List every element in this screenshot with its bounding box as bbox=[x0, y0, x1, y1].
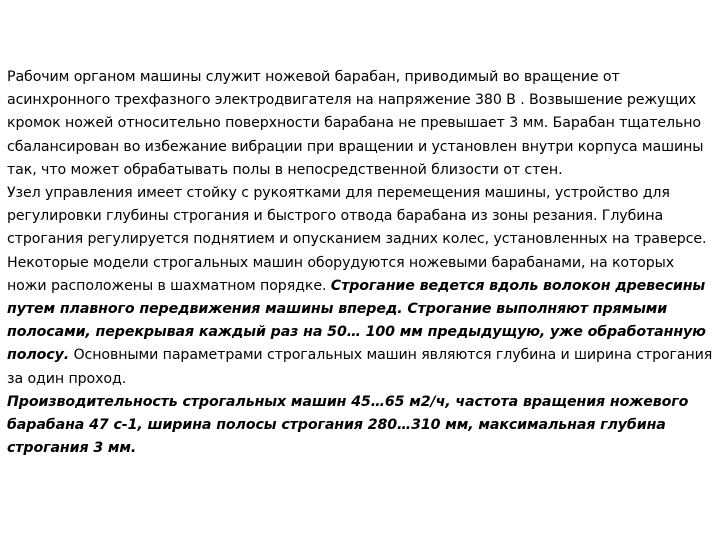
paragraph-specifications bbox=[7, 391, 715, 461]
paragraph-text: Некоторые модели строгальных машин оборудуются ножевыми барабанами, на которых ножи расположены в шахматном порядке. bbox=[7, 254, 675, 294]
paragraph-text: Основными параметрами строгальных машин являются глубина и ширина строгания за один проход. bbox=[7, 347, 713, 387]
document-body bbox=[7, 66, 715, 460]
paragraph-drum-description bbox=[7, 66, 715, 182]
emphasis-text: Производительность строгальных машин 45…65 м2/ч, частота вращения ножевого барабана 47 с-1, ширина полосы строгания 280…310 мм, максимальная глубина строгания 3 мм. bbox=[7, 393, 689, 457]
emphasis-text: Строгание ведется вдоль волокон древесины путем плавного передвижения машины вперед. Строгание выполняют прямыми полосами, перекрывая каждый раз на 50… 100 мм предыдущую, уже обработанную полосу. bbox=[7, 277, 706, 364]
paragraph-planing-models bbox=[7, 252, 715, 391]
paragraph-text: Рабочим органом машины служит ножевой барабан, приводимый во вращение от асинхронного трехфазного электродвигателя на напряжение 380 В . Возвышение режущих кромок ножей относительно поверхности барабана не превышает 3 мм. Барабан тщательно сбалансирован во избежание вибрации при вращении и установлен внутри корпуса машины так, что может обрабатывать полы в непосредственной близости от стен. bbox=[7, 69, 704, 178]
paragraph-control-unit bbox=[7, 182, 715, 252]
paragraph-text: Узел управления имеет стойку с рукоятками для перемещения машины, устройство для регулировки глубины строгания и быстрого отвода барабана из зоны резания. Глубина строгания регулируется поднятием и опусканием задних колес, установленных на траверсе. bbox=[7, 185, 707, 248]
